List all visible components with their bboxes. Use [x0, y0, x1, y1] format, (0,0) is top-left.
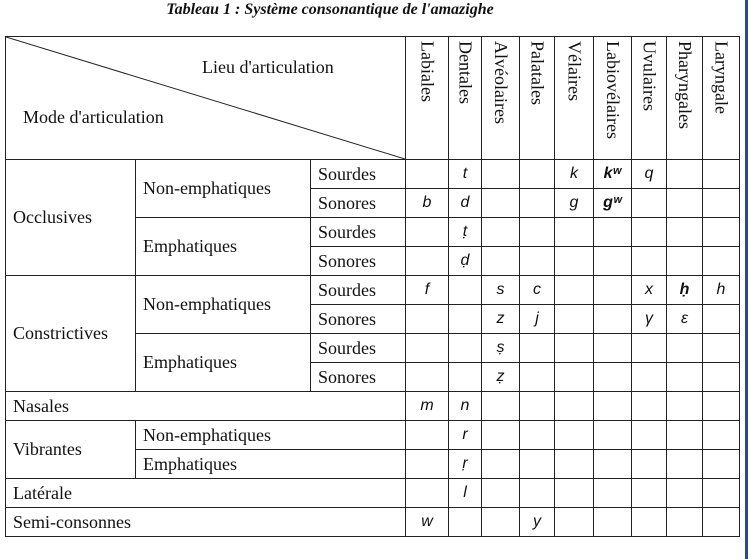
- phoneme-cell: [667, 189, 703, 218]
- phoneme-cell: [520, 334, 555, 363]
- column-label: Palatales: [527, 41, 548, 105]
- table-row: [6, 421, 740, 450]
- phoneme-cell: [703, 479, 740, 508]
- table-row: [6, 392, 740, 421]
- phoneme-cell: [667, 247, 703, 276]
- phoneme-cell: [482, 218, 520, 247]
- column-label: Uvulaires: [639, 41, 660, 111]
- phoneme-cell: [406, 305, 449, 334]
- phoneme-cell: [406, 189, 449, 218]
- phoneme: ḍ: [460, 252, 470, 269]
- phoneme-cell: [449, 247, 482, 276]
- row-label: Nasales: [6, 392, 406, 421]
- phoneme-cell: [703, 247, 740, 276]
- row-label: Latérale: [6, 479, 406, 508]
- phoneme-cell: [555, 305, 594, 334]
- column-label: Alvéolaires: [491, 41, 511, 124]
- column-header: [555, 37, 594, 160]
- phoneme-cell: [520, 421, 555, 450]
- phoneme-cell: [482, 392, 520, 421]
- phoneme: m: [420, 397, 434, 414]
- phoneme-cell: [555, 189, 594, 218]
- phoneme-cell: [632, 479, 667, 508]
- phoneme: s: [496, 281, 505, 298]
- row-label: Sourdes: [311, 218, 406, 247]
- phoneme-cell: [449, 305, 482, 334]
- phoneme-cell: [594, 305, 632, 334]
- phoneme: g: [569, 194, 579, 211]
- column-header: [632, 37, 667, 160]
- phoneme-cell: [449, 363, 482, 392]
- table-title: Tableau 1 : Système consonantique de l'amazighe: [166, 1, 494, 18]
- row-label: Non-emphatiques: [136, 276, 311, 334]
- phoneme-cell: [406, 276, 449, 305]
- column-header: [520, 37, 555, 160]
- row-label: Vibrantes: [6, 421, 136, 479]
- phoneme-cell: [703, 363, 740, 392]
- phoneme-cell: [406, 450, 449, 479]
- phoneme-cell: [555, 363, 594, 392]
- phoneme-cell: [667, 421, 703, 450]
- phoneme-cell: [594, 450, 632, 479]
- phoneme-cell: [632, 247, 667, 276]
- phoneme: γ: [645, 310, 653, 327]
- phoneme-cell: [594, 160, 632, 189]
- phoneme-cell: [632, 392, 667, 421]
- phoneme-cell: [449, 276, 482, 305]
- phoneme: h: [716, 281, 726, 298]
- phoneme-cell: [482, 276, 520, 305]
- phoneme-cell: [632, 160, 667, 189]
- column-label: Dentales: [455, 41, 476, 104]
- phoneme-cell: [703, 450, 740, 479]
- phoneme-cell: [632, 218, 667, 247]
- phoneme-cell: [482, 450, 520, 479]
- phoneme: q: [644, 165, 654, 182]
- phoneme-cell: [520, 160, 555, 189]
- phoneme: ṣ: [496, 339, 505, 356]
- phoneme: w: [421, 513, 433, 530]
- phoneme-cell: [482, 508, 520, 537]
- header-corner: [6, 37, 406, 160]
- phoneme-cell: [555, 334, 594, 363]
- phoneme-cell: [594, 218, 632, 247]
- phoneme-cell: [406, 247, 449, 276]
- row-label: Sonores: [311, 247, 406, 276]
- column-header: [703, 37, 740, 160]
- phoneme-cell: [555, 276, 594, 305]
- phoneme-cell: [449, 450, 482, 479]
- phoneme-cell: [406, 334, 449, 363]
- phoneme: ṛ: [462, 455, 468, 472]
- phoneme-cell: [703, 508, 740, 537]
- phoneme-cell: [555, 247, 594, 276]
- phoneme-cell: [667, 479, 703, 508]
- phoneme: x: [645, 281, 653, 298]
- phoneme-cell: [406, 392, 449, 421]
- phoneme-cell: [449, 160, 482, 189]
- row-label: Emphatiques: [136, 334, 311, 392]
- column-label: Labiovélaires: [603, 41, 623, 139]
- phoneme-cell: [594, 392, 632, 421]
- phoneme-cell: [703, 276, 740, 305]
- phoneme-cell: [449, 508, 482, 537]
- phoneme-cell: [594, 363, 632, 392]
- phoneme-cell: [555, 392, 594, 421]
- phoneme-cell: [449, 479, 482, 508]
- phoneme: l: [463, 484, 467, 501]
- phoneme-cell: [406, 508, 449, 537]
- row-label: Sourdes: [311, 160, 406, 189]
- phoneme-cell: [667, 334, 703, 363]
- phoneme-cell: [482, 421, 520, 450]
- row-label: Non-emphatiques: [136, 421, 406, 450]
- phoneme-cell: [632, 305, 667, 334]
- phoneme: k: [570, 165, 578, 182]
- phoneme-cell: [632, 363, 667, 392]
- phoneme-cell: [482, 160, 520, 189]
- row-label: Semi-consonnes: [6, 508, 406, 537]
- phoneme-cell: [520, 392, 555, 421]
- row-label: Sonores: [311, 305, 406, 334]
- row-label: Sonores: [311, 363, 406, 392]
- phoneme: c: [533, 281, 541, 298]
- phoneme-cell: [594, 189, 632, 218]
- phoneme-cell: [703, 334, 740, 363]
- phoneme-cell: [555, 450, 594, 479]
- phoneme-cell: [449, 189, 482, 218]
- lieu-label: Lieu d'articulation: [202, 57, 334, 77]
- phoneme-cell: [520, 189, 555, 218]
- column-header: [594, 37, 632, 160]
- phoneme-cell: [482, 247, 520, 276]
- phoneme-cell: [555, 218, 594, 247]
- phoneme-cell: [703, 160, 740, 189]
- phoneme-cell: [520, 508, 555, 537]
- column-label: Vélaires: [564, 41, 585, 101]
- phoneme-cell: [594, 276, 632, 305]
- phoneme: ṭ: [462, 223, 468, 240]
- phoneme-cell: [594, 479, 632, 508]
- phoneme: gʷ: [603, 194, 622, 211]
- phoneme-cell: [667, 392, 703, 421]
- phoneme: y: [533, 513, 541, 530]
- row-label: Sourdes: [311, 276, 406, 305]
- phoneme: b: [422, 194, 432, 211]
- phoneme-cell: [449, 421, 482, 450]
- column-header: [667, 37, 703, 160]
- diagonal-line: [6, 37, 405, 159]
- phoneme-cell: [632, 276, 667, 305]
- phoneme-cell: [632, 508, 667, 537]
- phoneme-cell: [406, 479, 449, 508]
- phoneme: ḥ: [679, 281, 690, 298]
- row-label: Sourdes: [311, 334, 406, 363]
- window-edge: [745, 0, 748, 559]
- phoneme-cell: [520, 479, 555, 508]
- phoneme-cell: [555, 479, 594, 508]
- column-label: Laryngale: [711, 41, 732, 114]
- phoneme-cell: [667, 305, 703, 334]
- phoneme-cell: [482, 189, 520, 218]
- phoneme-cell: [449, 334, 482, 363]
- phoneme: z: [496, 310, 505, 327]
- table-row: [6, 508, 740, 537]
- phoneme-cell: [449, 392, 482, 421]
- phoneme: d: [460, 194, 470, 211]
- table-row: [6, 160, 740, 189]
- phoneme-cell: [703, 189, 740, 218]
- phoneme-cell: [703, 218, 740, 247]
- phoneme: kʷ: [603, 165, 622, 182]
- column-label: Labiales: [417, 41, 438, 102]
- phoneme-cell: [594, 508, 632, 537]
- phoneme-cell: [667, 276, 703, 305]
- phoneme-cell: [632, 334, 667, 363]
- table-row: [6, 276, 740, 305]
- phoneme-cell: [555, 508, 594, 537]
- row-label: Occlusives: [6, 160, 136, 276]
- phoneme: ε: [680, 310, 689, 327]
- phoneme-cell: [667, 363, 703, 392]
- row-label: Non-emphatiques: [136, 160, 311, 218]
- phoneme-cell: [703, 421, 740, 450]
- row-label: Sonores: [311, 189, 406, 218]
- phoneme-cell: [594, 421, 632, 450]
- phoneme-cell: [482, 479, 520, 508]
- column-header: [406, 37, 449, 160]
- phoneme-cell: [449, 218, 482, 247]
- phoneme-cell: [703, 305, 740, 334]
- phoneme-cell: [667, 450, 703, 479]
- phoneme-cell: [594, 334, 632, 363]
- phoneme-cell: [632, 189, 667, 218]
- phoneme: j: [535, 310, 539, 327]
- phoneme-cell: [703, 392, 740, 421]
- phoneme-cell: [520, 305, 555, 334]
- phoneme-cell: [520, 450, 555, 479]
- row-label: Emphatiques: [136, 218, 311, 276]
- phoneme-cell: [667, 218, 703, 247]
- phoneme-cell: [667, 508, 703, 537]
- phoneme: ẓ: [496, 368, 505, 385]
- table-row: [6, 479, 740, 508]
- phoneme-cell: [482, 363, 520, 392]
- phoneme-cell: [482, 334, 520, 363]
- column-header: [449, 37, 482, 160]
- phoneme-cell: [406, 218, 449, 247]
- phoneme-cell: [632, 421, 667, 450]
- phoneme-cell: [520, 247, 555, 276]
- row-label: Emphatiques: [136, 450, 406, 479]
- phoneme-cell: [632, 450, 667, 479]
- column-label: Pharyngales: [675, 41, 695, 129]
- phoneme-cell: [520, 363, 555, 392]
- phoneme-cell: [482, 305, 520, 334]
- phoneme: r: [462, 426, 468, 443]
- consonant-table: [5, 36, 740, 537]
- phoneme-cell: [520, 276, 555, 305]
- phoneme: n: [460, 397, 470, 414]
- phoneme-cell: [555, 160, 594, 189]
- phoneme-cell: [406, 160, 449, 189]
- phoneme-cell: [594, 247, 632, 276]
- column-header: [482, 37, 520, 160]
- phoneme: t: [462, 165, 468, 182]
- mode-label: Mode d'articulation: [23, 107, 164, 127]
- phoneme-cell: [406, 363, 449, 392]
- phoneme-cell: [555, 421, 594, 450]
- phoneme-cell: [520, 218, 555, 247]
- phoneme-cell: [406, 421, 449, 450]
- phoneme-cell: [667, 160, 703, 189]
- phoneme: f: [424, 281, 430, 298]
- row-label: Constrictives: [6, 276, 136, 392]
